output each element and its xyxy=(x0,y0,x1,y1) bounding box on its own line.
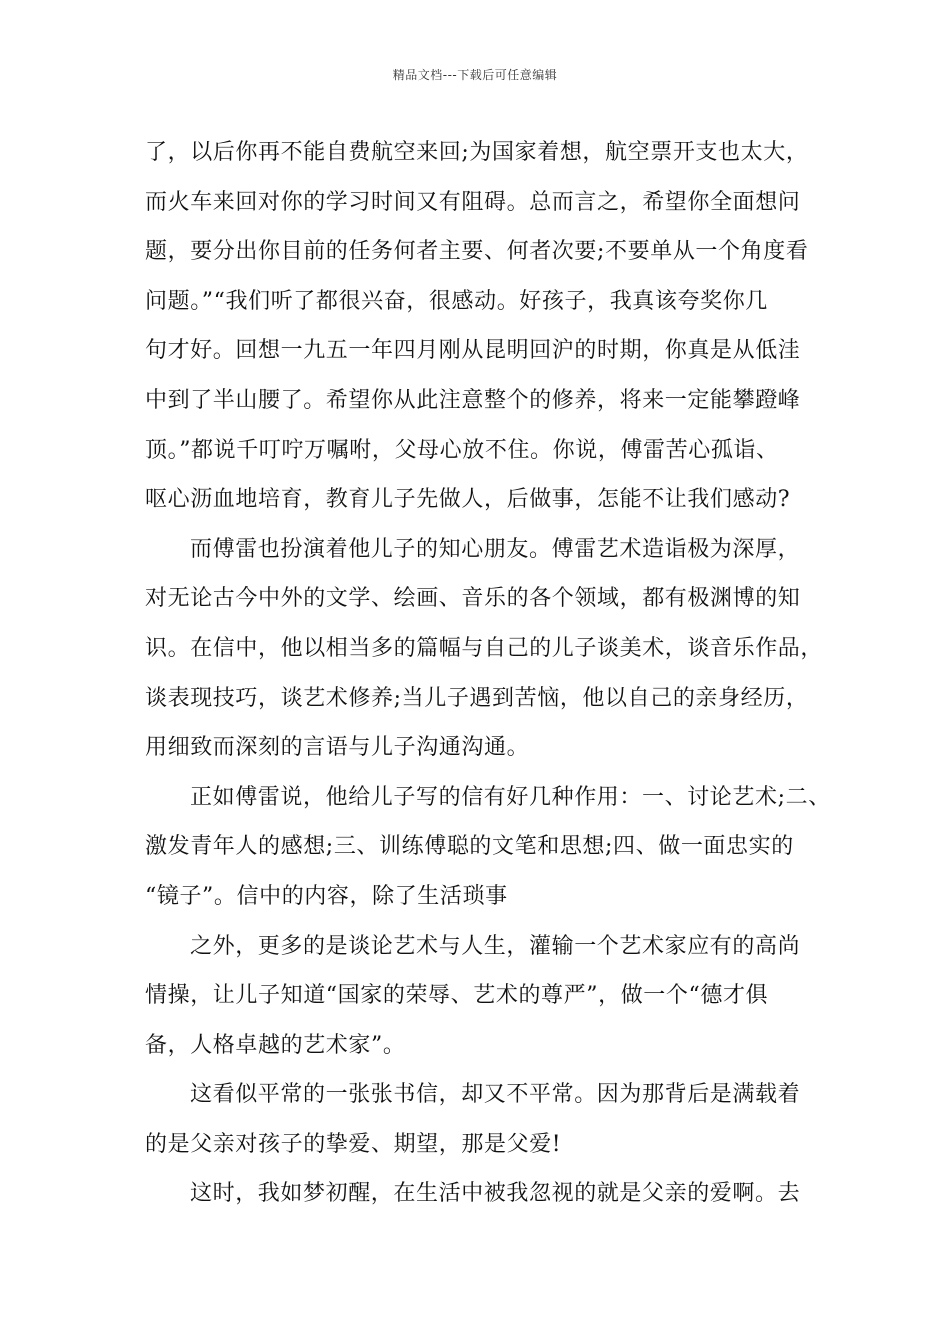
text-line: 顶。”都说千叮咛万嘱咐，父母心放不住。你说，傅雷苦心孤诣、 xyxy=(145,437,779,463)
text-line: 题，要分出你目前的任务何者主要、何者次要;不要单从一个角度看 xyxy=(145,239,809,265)
paragraph-start-line: 这时，我如梦初醒，在生活中被我忽视的就是父亲的爱啊。去 xyxy=(190,1181,801,1207)
text-line: 句才好。回想一九五一年四月刚从昆明回沪的时期，你真是从低洼 xyxy=(145,338,801,364)
text-line: 对无论古今中外的文学、绘画、音乐的各个领域，都有极渊博的知 xyxy=(145,586,801,612)
text-line: “镜子”。信中的内容，除了生活琐事 xyxy=(145,883,508,909)
paragraph-start-line: 正如傅雷说，他给儿子写的信有好几种作用：一、讨论艺术;二、 xyxy=(190,784,831,810)
paragraph-start-line: 这看似平常的一张张书信，却又不平常。因为那背后是满载着 xyxy=(190,1082,801,1108)
text-line: 中到了半山腰了。希望你从此注意整个的修养，将来一定能攀蹬峰 xyxy=(145,387,801,413)
text-line: 识。在信中，他以相当多的篇幅与自己的儿子谈美术，谈音乐作品， xyxy=(145,635,824,661)
paragraph-start-line: 而傅雷也扮演着他儿子的知心朋友。傅雷艺术造诣极为深厚， xyxy=(190,536,801,562)
text-line: 呕心沥血地培育，教育儿子先做人，后做事，怎能不让我们感动? xyxy=(145,487,791,513)
page-header: 精品文档---下载后可任意编辑 xyxy=(392,68,558,82)
text-line: 的是父亲对孩子的挚爱、期望，那是父爱! xyxy=(145,1131,562,1157)
text-line: 激发青年人的感想;三、训练傅聪的文笔和思想;四、做一面忠实的 xyxy=(145,834,794,860)
text-line: 用细致而深刻的言语与儿子沟通沟通。 xyxy=(145,735,530,761)
text-line: 而火车来回对你的学习时间又有阻碍。总而言之，希望你全面想问 xyxy=(145,189,801,215)
paragraph-start-line: 之外，更多的是谈论艺术与人生，灌输一个艺术家应有的高尚 xyxy=(190,933,801,959)
text-line: 备，人格卓越的艺术家”。 xyxy=(145,1032,406,1058)
text-line: 情操，让儿子知道“国家的荣辱、艺术的尊严”，做一个“德才俱 xyxy=(145,983,769,1009)
article-body xyxy=(145,128,831,1219)
text-line: 问题。”“我们听了都很兴奋，很感动。好孩子，我真该夸奖你几 xyxy=(145,288,768,314)
text-line: 谈表现技巧，谈艺术修养;当儿子遇到苦恼，他以自己的亲身经历， xyxy=(145,685,809,711)
text-line: 了，以后你再不能自费航空来回;为国家着想，航空票开支也太大， xyxy=(145,140,809,165)
